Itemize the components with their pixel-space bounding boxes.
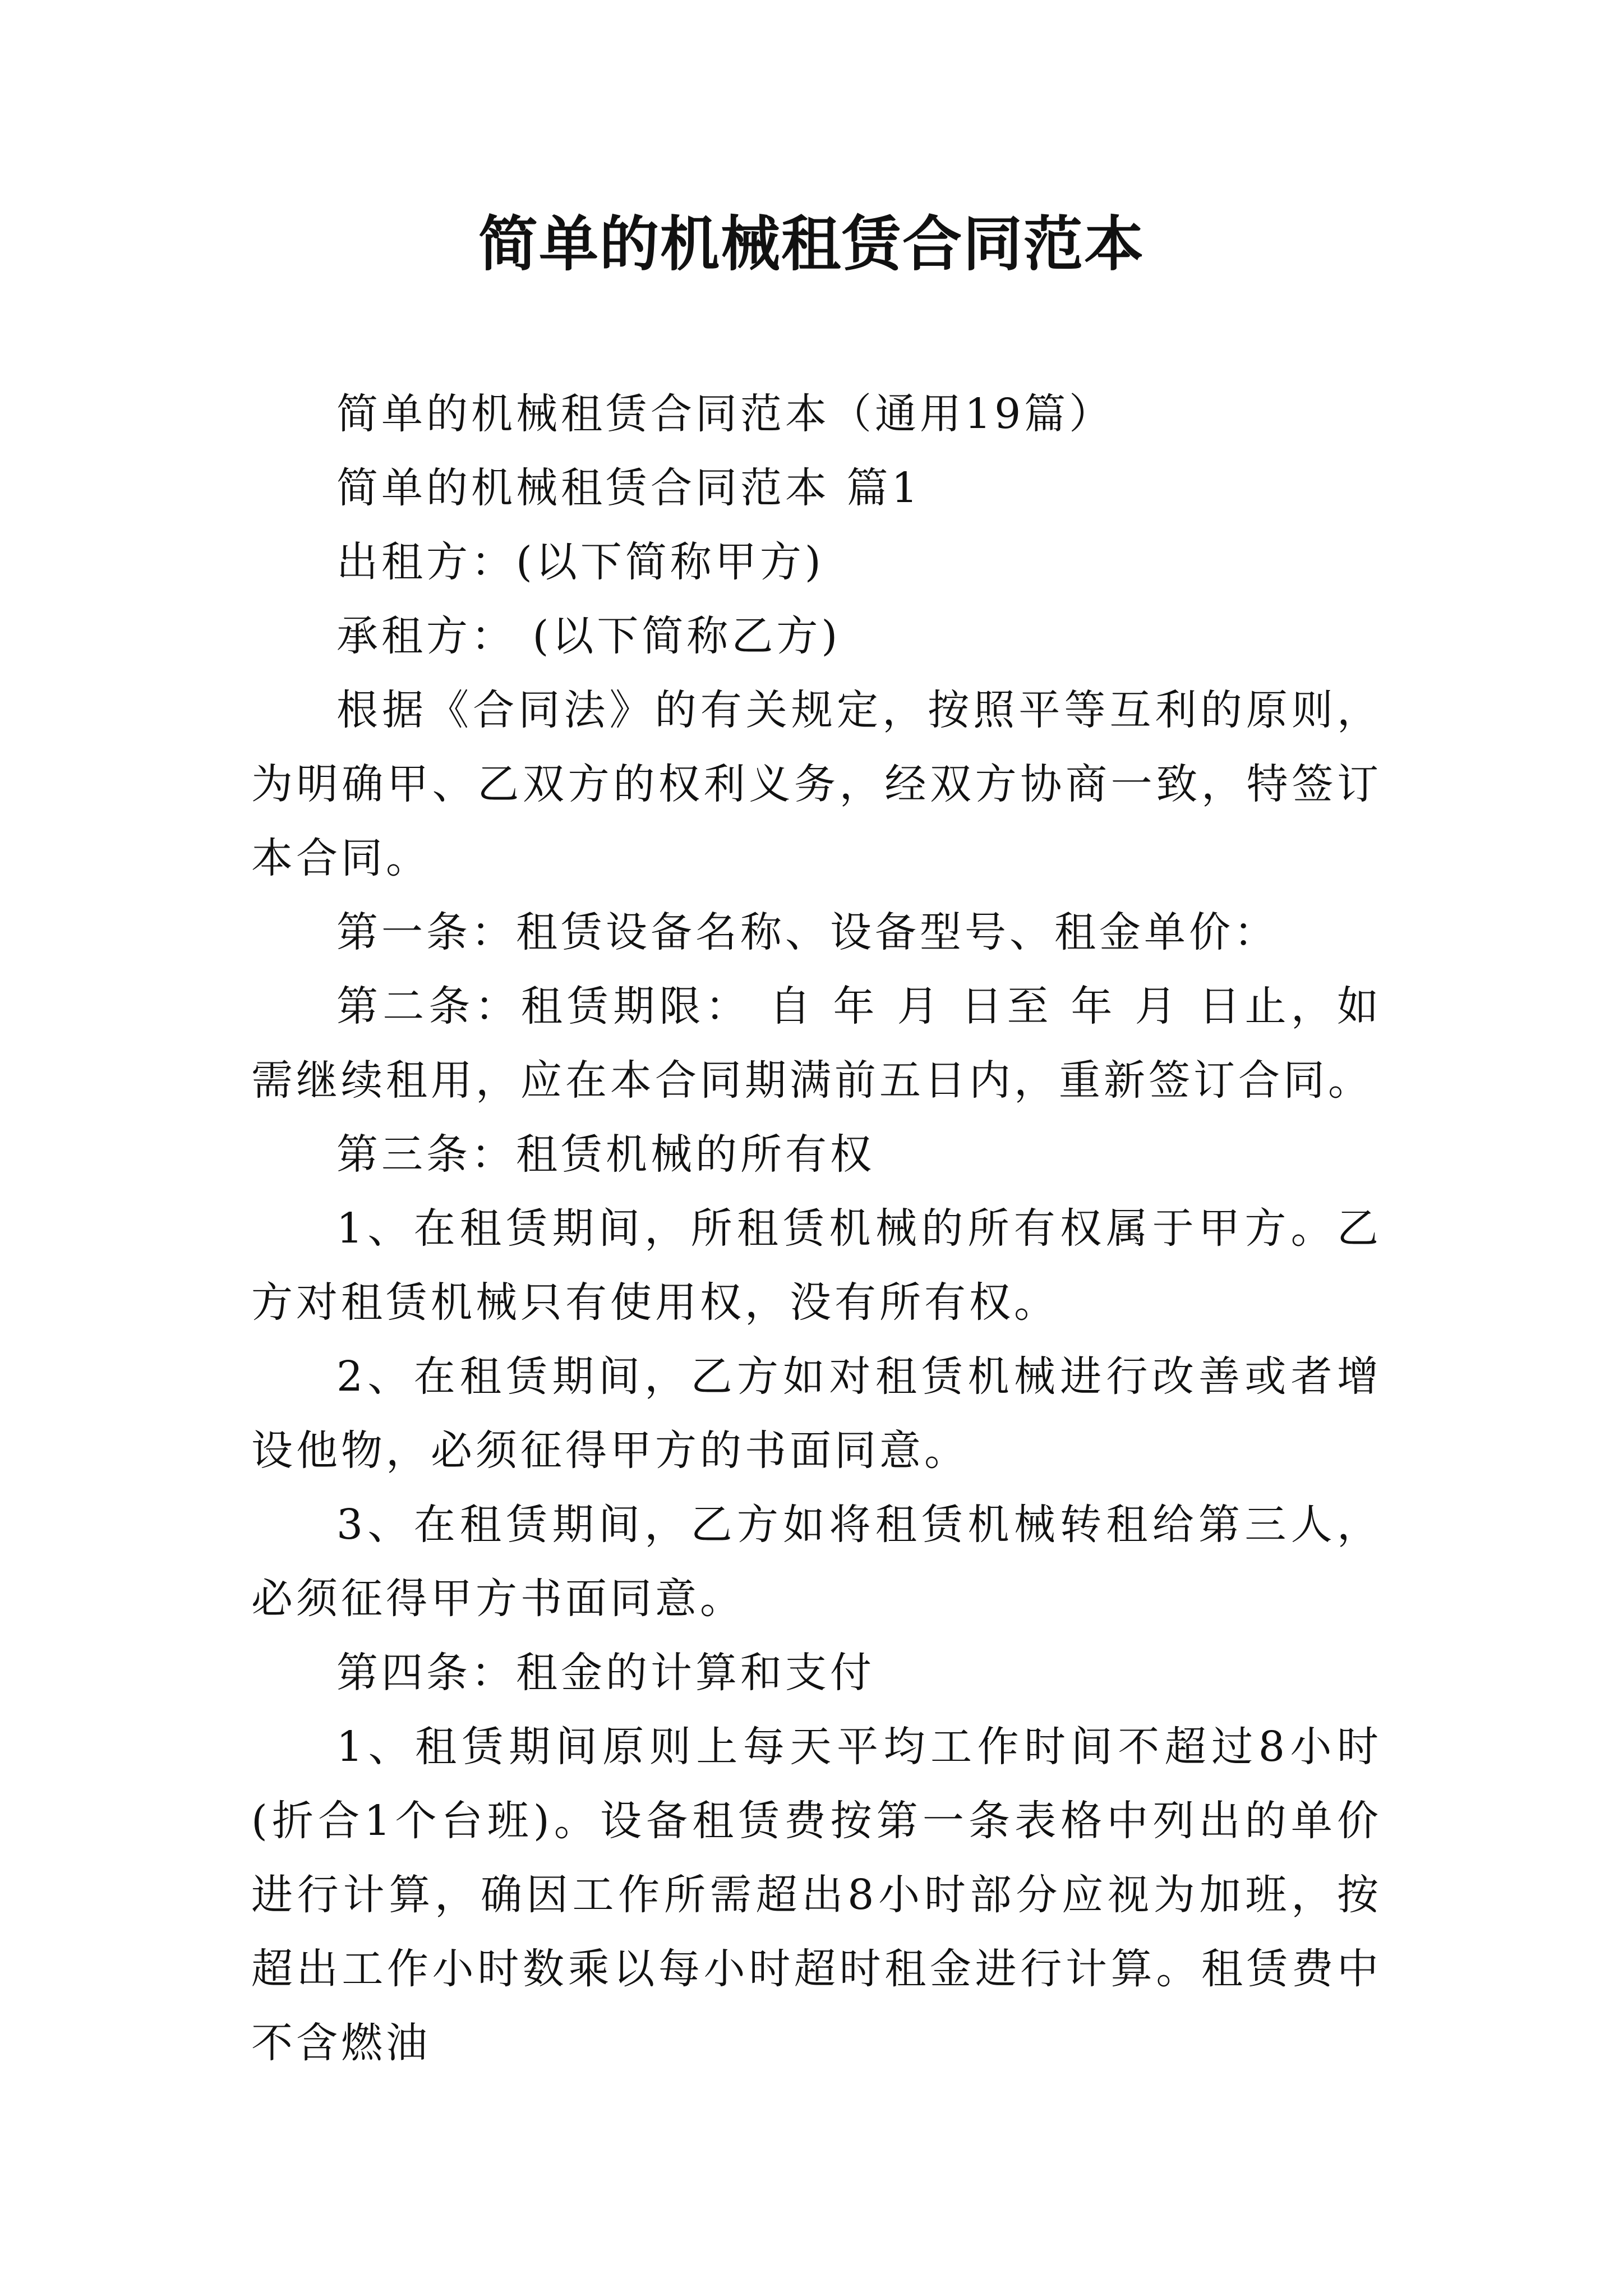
document-body xyxy=(251,377,1382,2080)
paragraph-article-4-item-1: 1、租赁期间原则上每天平均工作时间不超过8小时(折合1个台班)。设备租赁费按第一条表格中列出的单价进行计算，确因工作所需超出8小时部分应视为加班，按超出工作小时数乘以每小时超时租金进行计算。租赁费中不含燃油 xyxy=(251,1723,1382,2067)
paragraph-article-3-item-2: 2、在租赁期间，乙方如对租赁机械进行改善或者增设他物，必须征得甲方的书面同意。 xyxy=(251,1352,1382,1475)
document-title: 简单的机械租赁合同范本 xyxy=(478,209,1145,279)
paragraph-article-3: 第三条：租赁机械的所有权 xyxy=(336,1130,875,1179)
paragraph-lessee: 承租方： (以下简称乙方) xyxy=(336,612,841,660)
paragraph-heading: 简单的机械租赁合同范本（通用19篇） xyxy=(336,390,1114,438)
paragraph-article-3-item-1: 1、在租赁期间，所租赁机械的所有权属于甲方。乙方对租赁机械只有使用权，没有所有权。 xyxy=(251,1204,1382,1327)
paragraph-article-4: 第四条：租金的计算和支付 xyxy=(336,1649,875,1697)
paragraph-section-title: 简单的机械租赁合同范本 篇1 xyxy=(336,464,921,512)
paragraph-article-3-item-3: 3、在租赁期间，乙方如将租赁机械转租给第三人，必须征得甲方书面同意。 xyxy=(251,1501,1382,1623)
paragraph-article-2: 第二条：租赁期限： 自 年 月 日至 年 月 日止，如需继续租用，应在本合同期满前五日内，重新签订合同。 xyxy=(251,982,1382,1105)
paragraph-preamble: 根据《合同法》的有关规定，按照平等互利的原则，为明确甲、乙双方的权利义务，经双方协商一致，特签订本合同。 xyxy=(251,686,1382,882)
paragraph-article-1: 第一条：租赁设备名称、设备型号、租金单价： xyxy=(336,908,1279,956)
paragraph-lessor: 出租方：(以下简称甲方) xyxy=(336,538,824,586)
